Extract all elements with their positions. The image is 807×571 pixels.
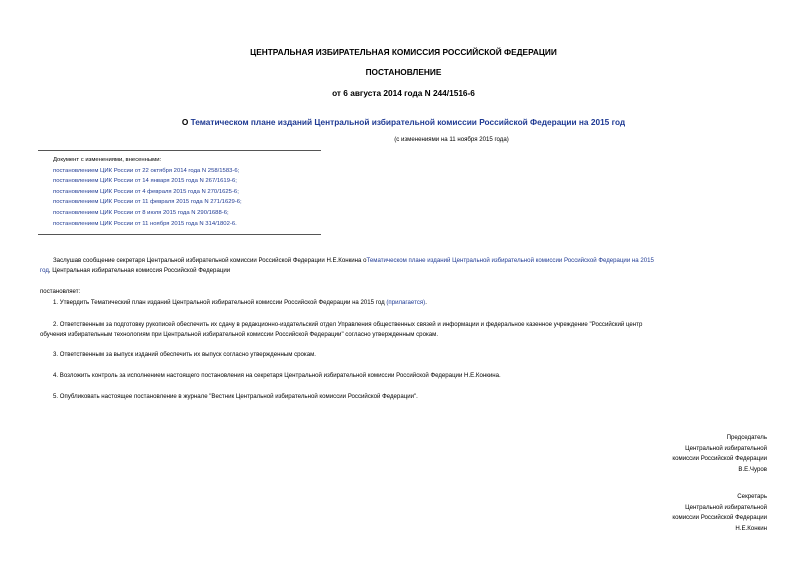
chair-name: В.Е.Чуров — [738, 465, 767, 473]
paragraph-2-line-1: 2. Ответственным за подготовку рукописей обеспечить их сдачу в редакционно-издательский отдел Управления общественных связей и информации и федеральное казенное учреждение "Российский центр — [53, 321, 643, 328]
chair-signature — [672, 433, 767, 475]
history-item[interactable]: постановлением ЦИК России от 11 ноября 2015 года N 314/1802-6. — [53, 220, 237, 227]
secretary-name: Н.Е.Конкин — [735, 524, 767, 532]
paragraph-5: 5. Опубликовать настоящее постановление в журнале "Вестник Центральной избирательной комиссии Российской Федерации". — [53, 393, 418, 400]
paragraph-4: 4. Возложить контроль за исполнением настоящего постановления на секретаря Центральной избирательной комиссии Российской Федерации Н.Е.Конкина. — [53, 372, 501, 379]
secretary-org-line-2: комиссии Российской Федерации — [672, 514, 767, 522]
revision-note: (с изменениями на 11 ноября 2015 года) — [394, 136, 509, 143]
secretary-position: Секретарь — [737, 493, 767, 500]
history-item[interactable]: постановлением ЦИК России от 22 октября 2014 года N 258/1583-6; — [53, 167, 240, 174]
paragraph-2-line-2: обучения избирательным технологиям при Центральной избирательной комиссии Российской Федерации" согласно утвержденным срокам. — [40, 331, 439, 338]
document-title-link[interactable]: Тематическом плане изданий Центральной избирательной комиссии Российской Федерации на 2015 год — [190, 117, 626, 127]
history-top-rule — [38, 150, 321, 151]
paragraph-1 — [53, 298, 427, 309]
paragraph-3: 3. Ответственным за выпуск изданий обеспечить их выпуск согласно утвержденным срокам. — [53, 351, 316, 358]
preamble-link-cont[interactable]: год — [40, 267, 49, 274]
preamble-text: Заслушав сообщение секретаря Центральной избирательной комиссии Российской Федерации Н.Е.Конкина о — [53, 257, 367, 264]
organization-title: ЦЕНТРАЛЬНАЯ ИЗБИРАТЕЛЬНАЯ КОМИССИЯ РОССИЙСКОЙ ФЕДЕРАЦИИ — [250, 47, 557, 57]
preamble-line-2 — [40, 266, 230, 277]
document-type: ПОСТАНОВЛЕНИЕ — [365, 67, 442, 77]
document-title-prefix: О — [181, 117, 191, 127]
paragraph-1-end: . — [425, 299, 427, 306]
chair-org-line-1: Центральной избирательной — [685, 444, 767, 452]
attachment-link[interactable]: (прилагается) — [386, 299, 426, 306]
secretary-org-line-1: Центральной избирательной — [685, 503, 767, 511]
revision-history — [53, 155, 242, 229]
history-intro: Документ с изменениями, внесенными: — [53, 157, 162, 163]
chair-org-line-2: комиссии Российской Федерации — [672, 455, 767, 463]
history-item[interactable]: постановлением ЦИК России от 8 июля 2015 года N 290/1688-6; — [53, 209, 229, 216]
paragraph-1-text: 1. Утвердить Тематический план изданий Центральной избирательной комиссии Российской Федерации на 2015 год — [53, 299, 387, 306]
history-item[interactable]: постановлением ЦИК России от 14 января 2015 года N 267/1619-6; — [53, 178, 237, 185]
history-item[interactable]: постановлением ЦИК России от 4 февраля 2015 года N 270/1625-6; — [53, 188, 239, 195]
secretary-signature — [672, 492, 767, 534]
preamble-link[interactable]: Тематическом плане изданий Центральной избирательной комиссии Российской Федерации на 2015 — [366, 257, 654, 264]
history-bottom-rule — [38, 234, 321, 235]
chair-position: Председатель — [726, 434, 767, 441]
preamble-text-end: , Центральная избирательная комиссия Российской Федерации — [48, 267, 231, 274]
history-item[interactable]: постановлением ЦИК России от 11 февраля 2015 года N 271/1629-6; — [53, 199, 242, 206]
document-date-number: от 6 августа 2014 года N 244/1516-6 — [332, 88, 475, 98]
resolves-label: постановляет: — [40, 288, 81, 295]
document-title — [0, 117, 807, 127]
